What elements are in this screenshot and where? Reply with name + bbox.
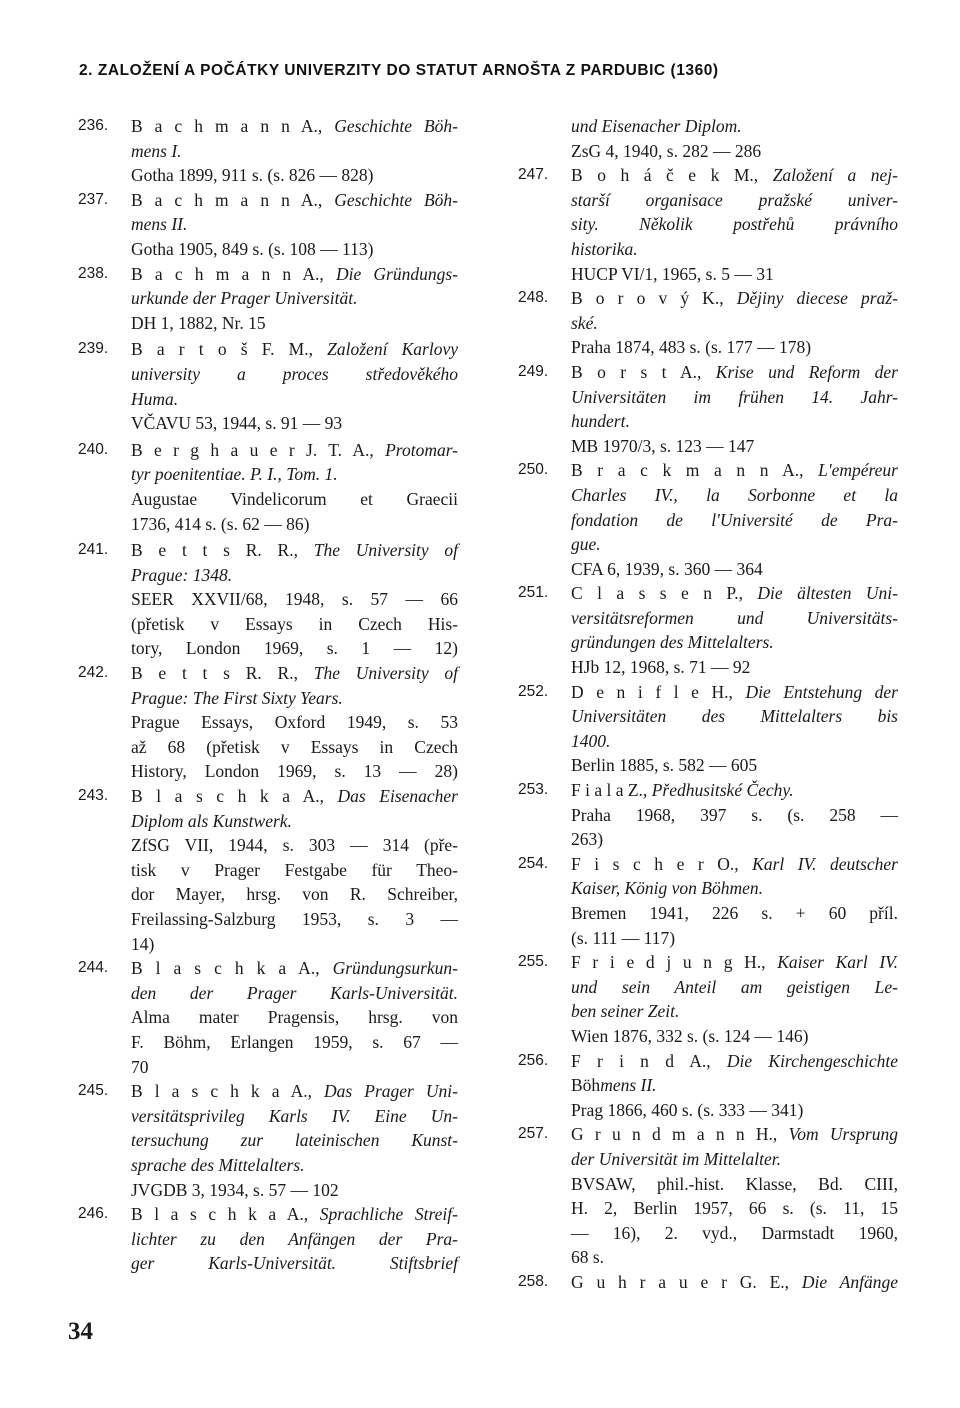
- entry-line: D e n i f l e H., Die Entstehung der: [571, 681, 898, 702]
- entry-number: 240.: [78, 440, 109, 458]
- entry-line: BVSAW, phil.-hist. Klasse, Bd. CIII,: [571, 1173, 898, 1194]
- bibliography-entry: [78, 784, 458, 956]
- entry-line: Universitäten im frühen 14. Jahr-: [571, 386, 898, 407]
- entry-line: 70: [131, 1056, 149, 1077]
- entry-line: (s. 111 — 117): [571, 927, 676, 948]
- entry-line: ZsG 4, 1940, s. 282 — 286: [571, 140, 762, 161]
- entry-line: G r u n d m a n n H., Vom Ursprung: [571, 1124, 898, 1145]
- entry-line: Wien 1876, 332 s. (s. 124 — 146): [571, 1025, 809, 1046]
- entry-line: Prague: The First Sixty Years.: [131, 687, 343, 708]
- entry-line: 1736, 414 s. (s. 62 — 86): [131, 513, 310, 534]
- entry-line: Charles IV., la Sorbonne et la: [571, 484, 898, 505]
- entry-line: Gotha 1899, 911 s. (s. 826 — 828): [131, 165, 374, 186]
- entry-number: 256.: [518, 1051, 549, 1069]
- bibliography-entry: [518, 458, 898, 581]
- entry-line: B o r s t A., Krise und Reform der: [571, 361, 898, 382]
- bibliography-entry: [78, 114, 458, 188]
- entry-line: F r i e d j u n g H., Kaiser Karl IV.: [571, 952, 898, 973]
- entry-line: Diplom als Kunstwerk.: [131, 810, 292, 831]
- entry-line: Praha 1874, 483 s. (s. 177 — 178): [571, 337, 812, 358]
- entry-line: B o r o v ý K., Dějiny diecese praž-: [571, 288, 898, 309]
- entry-number: 236.: [78, 117, 109, 134]
- entry-line: Prague Essays, Oxford 1949, s. 53: [131, 712, 458, 733]
- entry-line: ben seiner Zeit.: [571, 1001, 680, 1022]
- entry-line: až 68 (přetisk v Essays in Czech: [131, 736, 458, 757]
- entry-line: Bremen 1941, 226 s. + 60 příl.: [571, 903, 898, 923]
- entry-line: sity. Několik postřehů právního: [571, 214, 898, 235]
- bibliography-entry: [518, 680, 898, 778]
- bibliography-entry: [518, 163, 898, 286]
- entry-number: 244.: [78, 959, 109, 977]
- entry-line: lichter zu den Anfängen der Pra-: [131, 1228, 458, 1249]
- bibliography-entry: [518, 360, 898, 458]
- entry-line: HUCP VI/1, 1965, s. 5 — 31: [571, 263, 774, 284]
- entry-line: Alma mater Pragensis, hrsg. von: [131, 1007, 458, 1028]
- entry-number: 241.: [78, 541, 109, 559]
- entry-line: B o h á č e k M., Založení a nej-: [571, 165, 898, 186]
- entry-line: VČAVU 53, 1944, s. 91 — 93: [131, 413, 343, 434]
- entry-line: F i s c h e r O., Karl IV. deutscher: [571, 853, 898, 874]
- entry-line: fondation de l'Université de Pra-: [571, 509, 898, 530]
- entry-line: F. Böhm, Erlangen 1959, s. 67 —: [131, 1031, 458, 1052]
- bibliography-entry: [518, 286, 898, 360]
- entry-line: C l a s s e n P., Die ältesten Uni-: [571, 583, 898, 604]
- entry-line: tory, London 1969, s. 1 — 12): [131, 638, 458, 659]
- entry-line: Praha 1968, 397 s. (s. 258 —: [571, 804, 898, 825]
- entry-line: gründungen des Mittelalters.: [571, 632, 774, 653]
- entry-line: B a r t o š F. M., Založení Karlovy: [131, 339, 458, 360]
- entry-line: hundert.: [571, 411, 630, 432]
- entry-line: dor Mayer, hrsg. von R. Schreiber,: [131, 884, 458, 905]
- entry-line: (přetisk v Essays in Czech His-: [131, 613, 458, 634]
- entry-line: Berlin 1885, s. 582 — 605: [571, 755, 758, 776]
- entry-line: History, London 1969, s. 13 — 28): [131, 761, 458, 782]
- entry-line: Freilassing-Salzburg 1953, s. 3 —: [131, 909, 458, 929]
- entry-number: 252.: [518, 682, 549, 700]
- entry-line: Böhmens II.: [571, 1075, 657, 1096]
- entry-line: Universitäten des Mittelalters bis: [571, 706, 898, 727]
- entry-number: 249.: [518, 362, 549, 380]
- entry-number: 245.: [78, 1082, 109, 1100]
- bibliography-entry: [78, 661, 458, 784]
- entry-line: F i a l a Z., Předhusitské Čechy.: [571, 780, 794, 801]
- entry-line: B a c h m a n n A., Geschichte Böh-: [131, 189, 458, 210]
- entry-line: DH 1, 1882, Nr. 15: [131, 312, 266, 333]
- entry-line: HJb 12, 1968, s. 71 — 92: [571, 657, 751, 678]
- entry-line: Kaiser, König von Böhmen.: [571, 878, 764, 899]
- bibliography-column-right: [518, 114, 898, 1295]
- entry-number: 253.: [518, 781, 549, 799]
- entry-line: CFA 6, 1939, s. 360 — 364: [571, 558, 763, 579]
- entry-line: MB 1970/3, s. 123 — 147: [571, 435, 755, 456]
- entry-line: versitätsreformen und Universitäts-: [571, 607, 898, 628]
- entry-line: B l a s c h k a A., Sprachliche Streif-: [131, 1204, 458, 1225]
- entry-line: ské.: [571, 312, 598, 333]
- entry-line: tersuchung zur lateinischen Kunst-: [131, 1130, 458, 1151]
- entry-line: 68 s.: [571, 1247, 605, 1268]
- entry-line: Gotha 1905, 849 s. (s. 108 — 113): [131, 238, 374, 259]
- entry-line: Prag 1866, 460 s. (s. 333 — 341): [571, 1099, 804, 1120]
- entry-line: mens I.: [131, 140, 182, 161]
- entry-line: gue.: [571, 534, 601, 555]
- bibliography-entry: [518, 1049, 898, 1123]
- bibliography-entry: [78, 1079, 458, 1202]
- entry-line: 263): [571, 829, 604, 850]
- entry-line: B l a s c h k a A., Das Prager Uni-: [131, 1081, 458, 1102]
- entry-number: 251.: [518, 584, 549, 602]
- entry-number: 255.: [518, 953, 549, 971]
- entry-number: 254.: [518, 854, 549, 872]
- entry-line: ger Karls-Universität. Stiftsbrief: [131, 1253, 458, 1274]
- entry-line: ZfSG VII, 1944, s. 303 — 314 (pře-: [131, 835, 458, 856]
- entry-line: den der Prager Karls-Universität.: [131, 982, 458, 1003]
- entry-line: — 16), 2. vyd., Darmstadt 1960,: [571, 1222, 898, 1243]
- entry-number: 247.: [518, 166, 549, 184]
- entry-number: 239.: [78, 340, 109, 358]
- entry-number: 257.: [518, 1125, 549, 1143]
- entry-line: versitätsprivileg Karls IV. Eine Un-: [131, 1105, 458, 1126]
- entry-line: 14): [131, 933, 155, 954]
- entry-line: Huma.: [131, 388, 179, 409]
- bibliography-entry: [518, 852, 898, 950]
- bibliography-entry: [78, 1202, 458, 1276]
- bibliography-entry: [78, 956, 458, 1079]
- entry-line: B a c h m a n n A., Geschichte Böh-: [131, 116, 458, 136]
- entry-line: B l a s c h k a A., Das Eisenacher: [131, 786, 458, 807]
- entry-line: university a proces středověkého: [131, 363, 458, 384]
- entry-line: starší organisace pražské univer-: [571, 189, 898, 210]
- entry-line: B e t t s R. R., The University of: [131, 540, 458, 561]
- bibliography-entry: [518, 114, 898, 163]
- entry-line: sprache des Mittelalters.: [131, 1154, 305, 1175]
- entry-line: und sein Anteil am geistigen Le-: [571, 976, 898, 997]
- entry-line: urkunde der Prager Universität.: [131, 288, 358, 309]
- bibliography-entry: [518, 950, 898, 1048]
- entry-number: 242.: [78, 664, 109, 682]
- bibliography-entry: [78, 262, 458, 336]
- entry-line: tyr poenitentiae. P. I., Tom. 1.: [131, 464, 338, 485]
- entry-line: mens II.: [131, 214, 188, 235]
- entry-line: SEER XXVII/68, 1948, s. 57 — 66: [131, 589, 458, 610]
- entry-line: H. 2, Berlin 1957, 66 s. (s. 11, 15: [571, 1198, 898, 1219]
- page-number: 34: [68, 1318, 93, 1345]
- entry-line: F r i n d A., Die Kirchengeschichte: [571, 1050, 898, 1071]
- entry-line: B a c h m a n n A., Die Gründungs-: [131, 263, 458, 284]
- entry-number: 237.: [78, 190, 109, 208]
- entry-number: 243.: [78, 787, 109, 805]
- entry-number: 250.: [518, 461, 549, 479]
- bibliography-entry: [518, 1270, 898, 1295]
- entry-line: der Universität im Mittelalter.: [571, 1148, 781, 1169]
- bibliography-entry: [518, 1122, 898, 1270]
- entry-line: B e t t s R. R., The University of: [131, 663, 458, 684]
- running-header: 2. ZALOŽENÍ A POČÁTKY UNIVERZITY DO STATUT ARNOŠTA Z PARDUBIC (1360): [79, 62, 719, 79]
- bibliography-entry: [78, 538, 458, 661]
- bibliography-entry: [78, 188, 458, 262]
- entry-line: Prague: 1348.: [131, 564, 233, 585]
- entry-line: tisk v Prager Festgabe für Theo-: [131, 859, 458, 880]
- entry-line: JVGDB 3, 1934, s. 57 — 102: [131, 1179, 339, 1200]
- entry-line: B e r g h a u e r J. T. A., Protomar-: [131, 439, 458, 460]
- bibliography-column-left: [78, 114, 458, 1276]
- bibliography-entry: [518, 581, 898, 679]
- entry-line: und Eisenacher Diplom.: [571, 116, 742, 136]
- entry-line: 1400.: [571, 730, 611, 751]
- bibliography-entry: [78, 337, 458, 435]
- entry-line: G u h r a u e r G. E., Die Anfänge: [571, 1271, 898, 1292]
- entry-line: B r a c k m a n n A., L'empéreur: [571, 460, 898, 481]
- entry-number: 248.: [518, 289, 549, 307]
- entry-line: historika.: [571, 238, 638, 259]
- bibliography-entry: [78, 438, 458, 536]
- entry-line: Augustae Vindelicorum et Graecii: [131, 488, 458, 509]
- entry-number: 238.: [78, 264, 109, 282]
- entry-line: B l a s c h k a A., Gründungsurkun-: [131, 958, 458, 979]
- entry-number: 246.: [78, 1205, 109, 1223]
- bibliography-entry: [518, 778, 898, 852]
- entry-number: 258.: [518, 1272, 549, 1290]
